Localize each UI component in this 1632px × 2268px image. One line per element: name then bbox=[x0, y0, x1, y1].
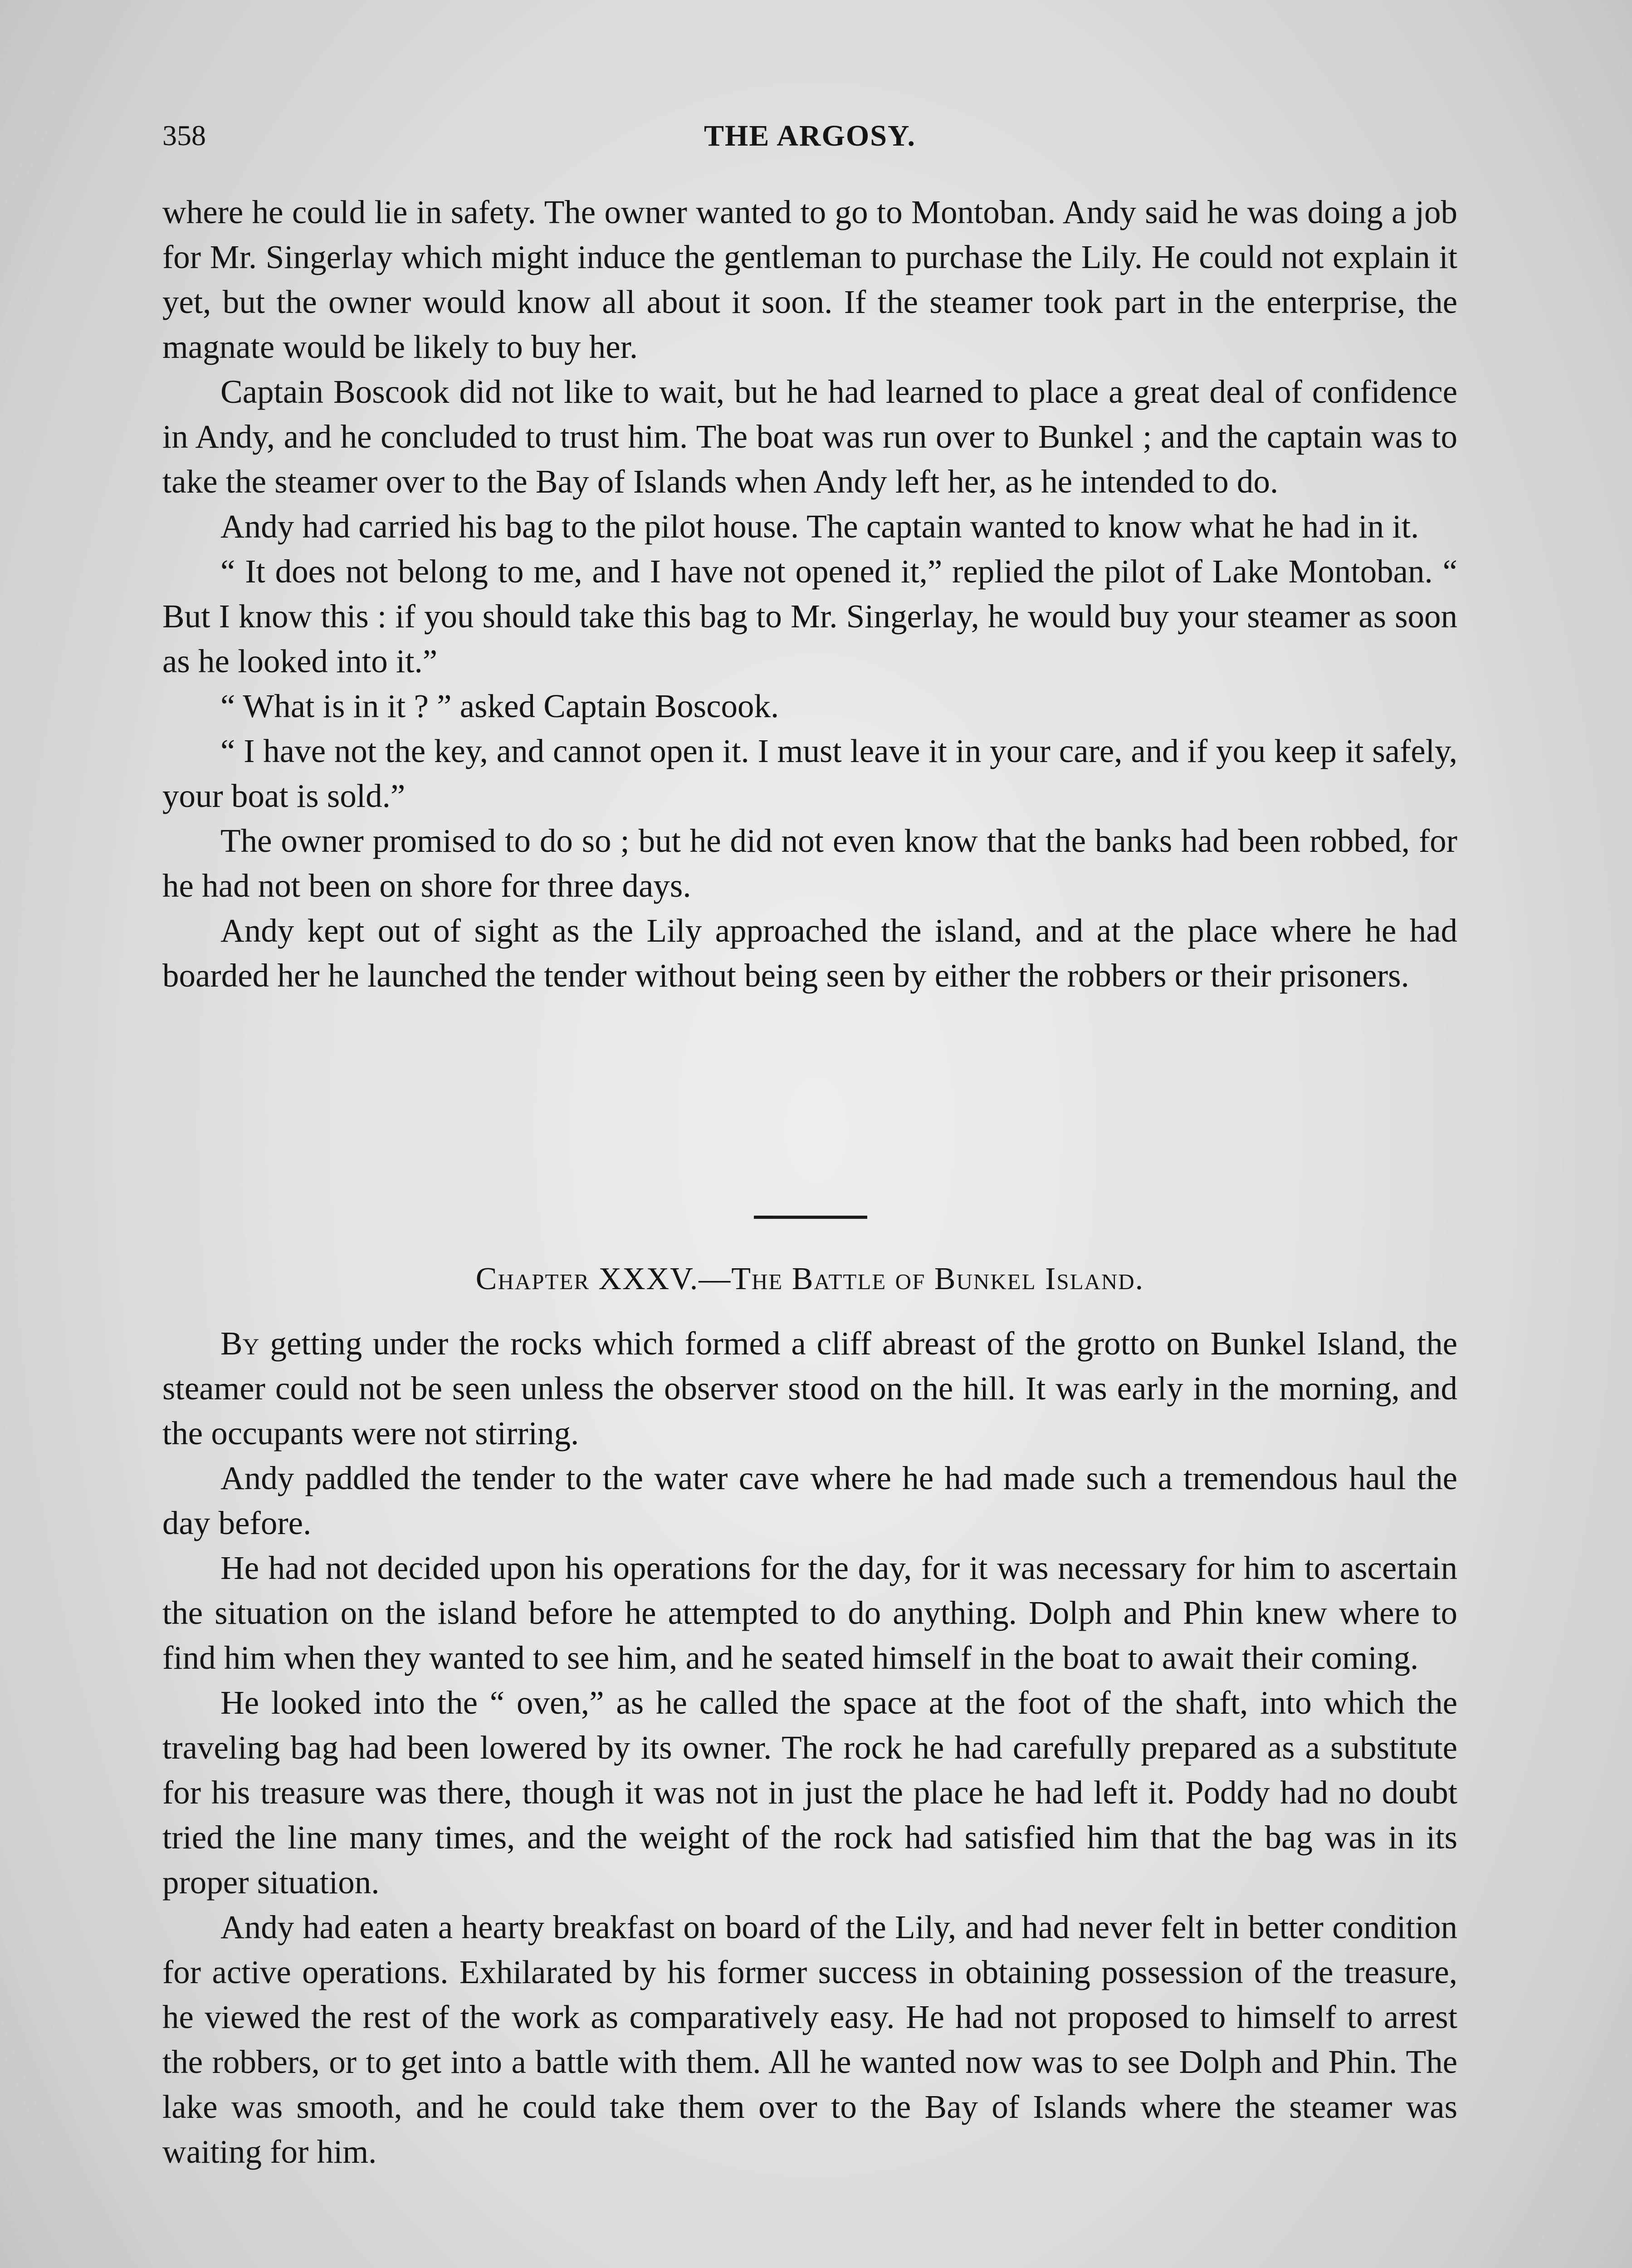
paragraph: “ It does not belong to me, and I have not opened it,” replied the pilot of Lake Montoban. “ But I know this : if you should take this bag to Mr. Singerlay, he would buy your steamer as soon as he looked into it.” bbox=[162, 553, 1457, 679]
page-header bbox=[162, 119, 1457, 164]
paragraph: Andy kept out of sight as the Lily approached the island, and at the place where he had boarded her he launched the tender without being seen by either the robbers or their prisoners. bbox=[162, 912, 1457, 994]
section-divider bbox=[754, 1216, 867, 1219]
paragraph: “ What is in it ? ” asked Captain Boscook. bbox=[220, 688, 779, 724]
paragraph bbox=[162, 1321, 1457, 1456]
paragraph: He looked into the “ oven,” as he called the space at the foot of the shaft, into which the traveling bag had been lowered by its owner. The rock he had carefully prepared as a substitute for his treasure was there, though it was not in just the place he had left it. Poddy had no doubt tried the line many times, and the weight of the rock had satisfied him that the bag was in its proper situation. bbox=[162, 1684, 1457, 1901]
paragraph-text: getting under the rocks which formed a cliff abreast of the grotto on Bunkel Island, the steamer could not be seen unless the observer stood on the hill. It was early in the morning, and the occupants were not stirring. bbox=[162, 1325, 1457, 1452]
paragraph: He had not decided upon his operations for the day, for it was necessary for him to ascertain the situation on the island before he attempted to do anything. Dolph and Phin knew where to find him when they wanted to see him, and he seated himself in the boat to await their coming. bbox=[162, 1549, 1457, 1676]
paragraph: Captain Boscook did not like to wait, but he had learned to place a great deal of confidence in Andy, and he concluded to trust him. The boat was run over to Bunkel ; and the captain was to take the steamer over to the Bay of Islands when Andy left her, as he intended to do. bbox=[162, 373, 1457, 500]
paragraph: where he could lie in safety. The owner wanted to go to Montoban. Andy said he was doing a job for Mr. Singerlay which might induce the gentleman to purchase the Lily. He could not explain it yet, but the owner would know all about it soon. If the steamer took part in the enterprise, the magnate would be likely to buy her. bbox=[162, 194, 1457, 365]
dropcap-word: By bbox=[220, 1325, 259, 1362]
paragraph: Andy had eaten a hearty breakfast on board of the Lily, and had never felt in better condition for active operations. Exhilarated by his former success in obtaining possession of the treasure, he viewed the rest of the work as comparatively easy. He had not proposed to himself to arrest the robbers, or to get into a battle with them. All he wanted now was to see Dolph and Phin. The lake was smooth, and he could take them over to the Bay of Islands where the steamer was waiting for him. bbox=[162, 1909, 1457, 2170]
paragraph: “ I have not the key, and cannot open it. I must leave it in your care, and if you keep it safely, your boat is sold.” bbox=[162, 733, 1457, 814]
paragraph: Andy had carried his bag to the pilot house. The captain wanted to know what he had in it. bbox=[220, 508, 1419, 545]
body-text-section-1 bbox=[162, 190, 1457, 998]
chapter-heading: Chapter XXXV.—The Battle of Bunkel Island. bbox=[475, 1261, 1144, 1296]
paragraph: The owner promised to do so ; but he did not even know that the banks had been robbed, for he had not been on shore for three days. bbox=[162, 822, 1457, 904]
paragraph: Andy paddled the tender to the water cave where he had made such a tremendous haul the day before. bbox=[162, 1460, 1457, 1541]
page-number: 358 bbox=[162, 119, 206, 152]
running-title: THE ARGOSY. bbox=[704, 119, 916, 152]
body-text-section-2 bbox=[162, 1321, 1457, 2174]
